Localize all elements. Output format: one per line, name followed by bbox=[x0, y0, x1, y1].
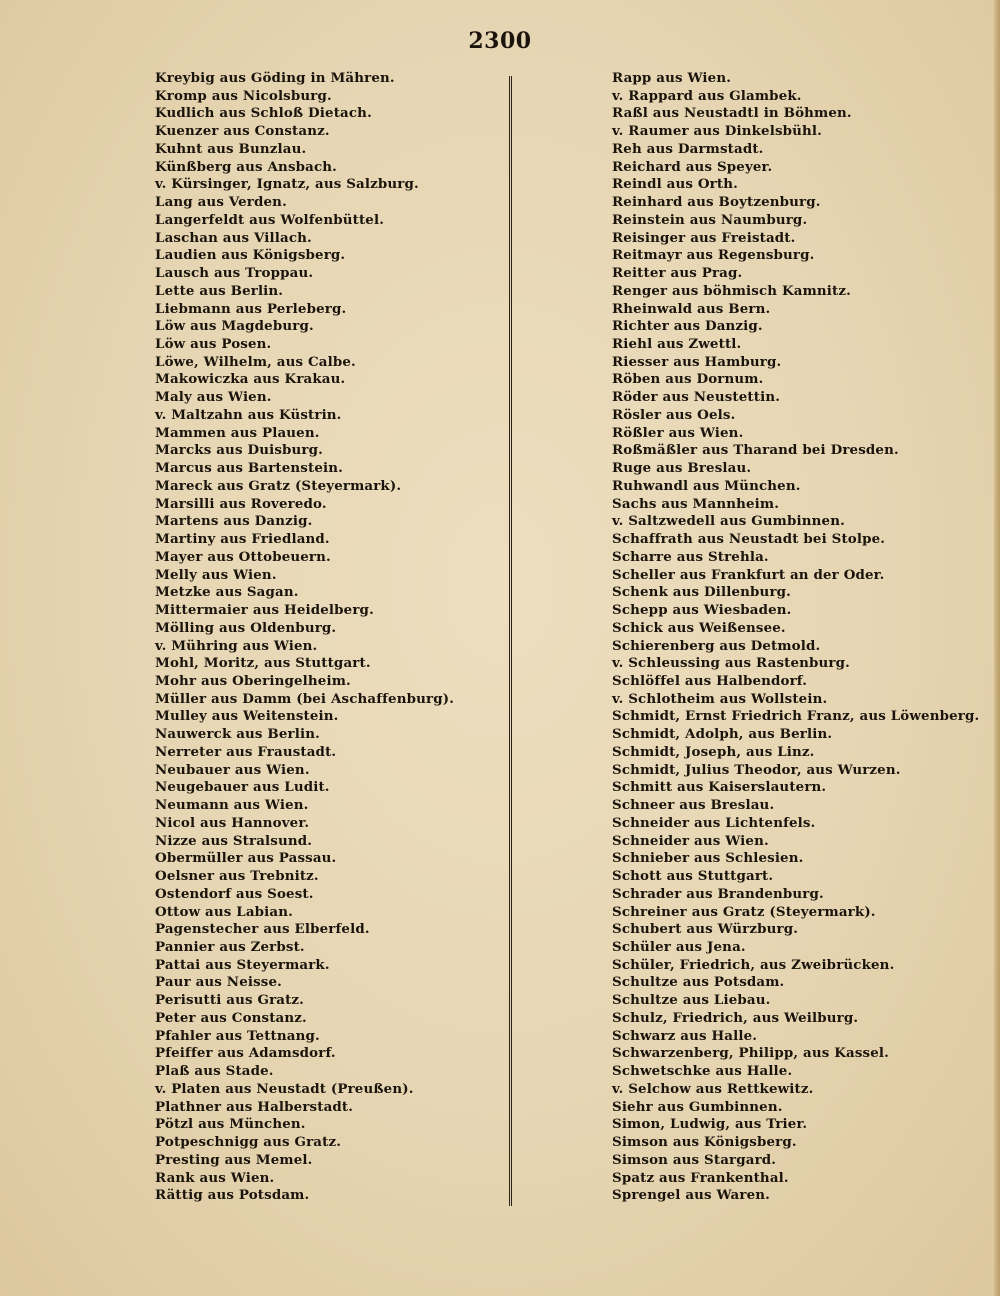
name-entry: Neugebauer aus Ludit. bbox=[155, 779, 330, 796]
name-entry: Löw aus Posen. bbox=[155, 336, 272, 353]
name-entry: Schwetschke aus Halle. bbox=[612, 1063, 793, 1080]
name-entry: Schick aus Weißensee. bbox=[612, 619, 786, 636]
name-entry: Riehl aus Zwettl. bbox=[612, 336, 742, 353]
name-entry: Schreiner aus Gratz (Steyermark). bbox=[612, 903, 876, 920]
name-entry: Laschan aus Villach. bbox=[155, 229, 312, 246]
name-entry: Röben aus Dornum. bbox=[612, 371, 764, 388]
name-entry: Pfeiffer aus Adamsdorf. bbox=[155, 1045, 336, 1062]
name-entry: Schüler, Friedrich, aus Zweibrücken. bbox=[612, 956, 895, 973]
name-entry: Schultze aus Liebau. bbox=[612, 992, 771, 1009]
name-entry: v. Saltzwedell aus Gumbinnen. bbox=[612, 513, 845, 530]
name-entry: Mittermaier aus Heidelberg. bbox=[155, 602, 374, 619]
name-entry: Schlöffel aus Halbendorf. bbox=[612, 672, 808, 689]
name-entry: Mölling aus Oldenburg. bbox=[155, 619, 337, 636]
name-entry: Pötzl aus München. bbox=[155, 1116, 306, 1133]
name-entry: Marsilli aus Roveredo. bbox=[155, 495, 327, 512]
name-entry: Simson aus Stargard. bbox=[612, 1151, 777, 1168]
name-entry: Rösler aus Oels. bbox=[612, 406, 736, 423]
name-entry: Simson aus Königsberg. bbox=[612, 1134, 797, 1151]
name-entry: Rheinwald aus Bern. bbox=[612, 300, 771, 317]
name-entry: Reinstein aus Naumburg. bbox=[612, 211, 808, 228]
name-entry: Schmidt, Ernst Friedrich Franz, aus Löwenberg. bbox=[612, 708, 980, 725]
name-entry: Schierenberg aus Detmold. bbox=[612, 637, 821, 654]
name-entry: Nizze aus Stralsund. bbox=[155, 832, 313, 849]
name-entry: Roßmäßler aus Tharand bei Dresden. bbox=[612, 442, 899, 459]
name-entry: Schmitt aus Kaiserslautern. bbox=[612, 779, 827, 796]
name-entry: Künßberg aus Ansbach. bbox=[155, 158, 337, 175]
name-entry: Lang aus Verden. bbox=[155, 194, 287, 211]
name-entry: Reitter aus Prag. bbox=[612, 265, 743, 282]
name-entry: Schaffrath aus Neustadt bei Stolpe. bbox=[612, 531, 886, 548]
name-entry: v. Mühring aus Wien. bbox=[155, 637, 318, 654]
name-entry: Schenk aus Dillenburg. bbox=[612, 584, 791, 601]
name-entry: Langerfeldt aus Wolfenbüttel. bbox=[155, 211, 385, 228]
name-entry: Sachs aus Mannheim. bbox=[612, 495, 780, 512]
name-entry: Ruge aus Breslau. bbox=[612, 460, 752, 477]
name-entry: Oelsner aus Trebnitz. bbox=[155, 868, 319, 885]
name-entry: Peter aus Constanz. bbox=[155, 1009, 307, 1026]
name-entry: Raßl aus Neustadtl in Böhmen. bbox=[612, 105, 852, 122]
name-entry: Kreybig aus Göding in Mähren. bbox=[155, 70, 395, 86]
name-entry: Löw aus Magdeburg. bbox=[155, 318, 314, 335]
name-entry: Potpeschnigg aus Gratz. bbox=[155, 1134, 342, 1151]
name-entry: Nauwerck aus Berlin. bbox=[155, 726, 320, 743]
name-entry: Martiny aus Friedland. bbox=[155, 531, 330, 548]
name-entry: Plathner aus Halberstadt. bbox=[155, 1098, 354, 1115]
name-entry: Paur aus Neisse. bbox=[155, 974, 282, 991]
name-entry: Pannier aus Zerbst. bbox=[155, 938, 305, 955]
name-entry: Marcus aus Bartenstein. bbox=[155, 460, 343, 477]
name-entry: Mohr aus Oberingelheim. bbox=[155, 672, 351, 689]
name-entry: Schmidt, Joseph, aus Linz. bbox=[612, 743, 815, 760]
name-entry: Schneider aus Wien. bbox=[612, 832, 769, 849]
name-entry: Neubauer aus Wien. bbox=[155, 761, 310, 778]
name-entry: v. Maltzahn aus Küstrin. bbox=[155, 406, 342, 423]
name-entry: v. Schlotheim aus Wollstein. bbox=[612, 690, 828, 707]
name-entry: v. Schleussing aus Rastenburg. bbox=[612, 655, 850, 672]
name-entry: Reh aus Darmstadt. bbox=[612, 140, 764, 157]
left-name-column bbox=[155, 70, 500, 1205]
name-entry: Presting aus Memel. bbox=[155, 1151, 313, 1168]
name-entry: Schüler aus Jena. bbox=[612, 938, 746, 955]
name-entry: Scharre aus Strehla. bbox=[612, 548, 769, 565]
name-entry: Schultze aus Potsdam. bbox=[612, 974, 785, 991]
name-entry: Schneer aus Breslau. bbox=[612, 797, 775, 814]
name-entry: Mohl, Moritz, aus Stuttgart. bbox=[155, 655, 371, 672]
name-entry: Kudlich aus Schloß Dietach. bbox=[155, 105, 372, 122]
name-entry: Nicol aus Hannover. bbox=[155, 814, 310, 831]
name-entry: Röder aus Neustettin. bbox=[612, 389, 781, 406]
name-entry: Schneider aus Lichtenfels. bbox=[612, 814, 816, 831]
name-entry: Maly aus Wien. bbox=[155, 389, 272, 406]
name-entry: Ostendorf aus Soest. bbox=[155, 885, 314, 902]
name-entry: Schnieber aus Schlesien. bbox=[612, 850, 804, 867]
name-entry: Obermüller aus Passau. bbox=[155, 850, 337, 867]
name-entry: Schubert aus Würzburg. bbox=[612, 921, 799, 938]
name-entry: Schwarzenberg, Philipp, aus Kassel. bbox=[612, 1045, 889, 1062]
name-entry: Schmidt, Julius Theodor, aus Wurzen. bbox=[612, 761, 901, 778]
name-entry: Ruhwandl aus München. bbox=[612, 477, 801, 494]
name-entry: Ottow aus Labian. bbox=[155, 903, 293, 920]
name-entry: Laudien aus Königsberg. bbox=[155, 247, 346, 264]
name-entry: Renger aus böhmisch Kamnitz. bbox=[612, 282, 851, 299]
name-entry: Rößler aus Wien. bbox=[612, 424, 744, 441]
name-entry: Lausch aus Troppau. bbox=[155, 265, 314, 282]
name-entry: Rättig aus Potsdam. bbox=[155, 1187, 310, 1204]
name-entry: Spatz aus Frankenthal. bbox=[612, 1169, 789, 1186]
name-entry: v. Rappard aus Glambek. bbox=[612, 87, 802, 104]
name-entry: Reichard aus Speyer. bbox=[612, 158, 773, 175]
name-entry: Schmidt, Adolph, aus Berlin. bbox=[612, 726, 833, 743]
name-entry: Sprengel aus Waren. bbox=[612, 1187, 770, 1204]
name-entry: Rapp aus Wien. bbox=[612, 70, 732, 86]
page-edge bbox=[994, 0, 1000, 1296]
column-divider-rule bbox=[509, 76, 512, 1206]
name-entry: Rank aus Wien. bbox=[155, 1169, 275, 1186]
name-entry: Scheller aus Frankfurt an der Oder. bbox=[612, 566, 885, 583]
name-entry: Makowiczka aus Krakau. bbox=[155, 371, 346, 388]
name-entry: Kuenzer aus Constanz. bbox=[155, 123, 330, 140]
name-entry: Schulz, Friedrich, aus Weilburg. bbox=[612, 1009, 859, 1026]
name-entry: Löwe, Wilhelm, aus Calbe. bbox=[155, 353, 356, 370]
name-entry: Müller aus Damm (bei Aschaffenburg). bbox=[155, 690, 455, 707]
name-entry: Neumann aus Wien. bbox=[155, 797, 309, 814]
name-entry: Pfahler aus Tettnang. bbox=[155, 1027, 320, 1044]
name-entry: Schott aus Stuttgart. bbox=[612, 868, 774, 885]
name-entry: Schrader aus Brandenburg. bbox=[612, 885, 824, 902]
name-entry: Reisinger aus Freistadt. bbox=[612, 229, 796, 246]
name-entry: Reinhard aus Boytzenburg. bbox=[612, 194, 821, 211]
name-entry: Liebmann aus Perleberg. bbox=[155, 300, 347, 317]
name-entry: Simon, Ludwig, aus Trier. bbox=[612, 1116, 808, 1133]
name-entry: Pagenstecher aus Elberfeld. bbox=[155, 921, 370, 938]
name-entry: Pattai aus Steyermark. bbox=[155, 956, 330, 973]
name-entry: Kromp aus Nicolsburg. bbox=[155, 87, 332, 104]
name-entry: Richter aus Danzig. bbox=[612, 318, 763, 335]
name-entry: Siehr aus Gumbinnen. bbox=[612, 1098, 783, 1115]
name-entry: Schwarz aus Halle. bbox=[612, 1027, 758, 1044]
name-entry: Marcks aus Duisburg. bbox=[155, 442, 323, 459]
right-name-column bbox=[612, 70, 987, 1205]
name-entry: Schepp aus Wiesbaden. bbox=[612, 602, 792, 619]
name-entry: v. Kürsinger, Ignatz, aus Salzburg. bbox=[155, 176, 419, 193]
name-entry: Metzke aus Sagan. bbox=[155, 584, 299, 601]
name-entry: Reindl aus Orth. bbox=[612, 176, 738, 193]
name-entry: Riesser aus Hamburg. bbox=[612, 353, 782, 370]
name-entry: v. Selchow aus Rettkewitz. bbox=[612, 1080, 814, 1097]
name-entry: Mulley aus Weitenstein. bbox=[155, 708, 339, 725]
name-entry: Martens aus Danzig. bbox=[155, 513, 313, 530]
name-entry: Mayer aus Ottobeuern. bbox=[155, 548, 331, 565]
name-entry: Mareck aus Gratz (Steyermark). bbox=[155, 477, 402, 494]
name-entry: Lette aus Berlin. bbox=[155, 282, 284, 299]
name-entry: Kuhnt aus Bunzlau. bbox=[155, 140, 307, 157]
name-entry: Nerreter aus Fraustadt. bbox=[155, 743, 337, 760]
name-entry: v. Raumer aus Dinkelsbühl. bbox=[612, 123, 822, 140]
name-entry: Reitmayr aus Regensburg. bbox=[612, 247, 815, 264]
name-entry: v. Platen aus Neustadt (Preußen). bbox=[155, 1080, 414, 1097]
name-entry: Mammen aus Plauen. bbox=[155, 424, 320, 441]
name-entry: Plaß aus Stade. bbox=[155, 1063, 274, 1080]
name-entry: Melly aus Wien. bbox=[155, 566, 277, 583]
name-entry: Perisutti aus Gratz. bbox=[155, 992, 304, 1009]
page-number: 2300 bbox=[468, 28, 532, 54]
